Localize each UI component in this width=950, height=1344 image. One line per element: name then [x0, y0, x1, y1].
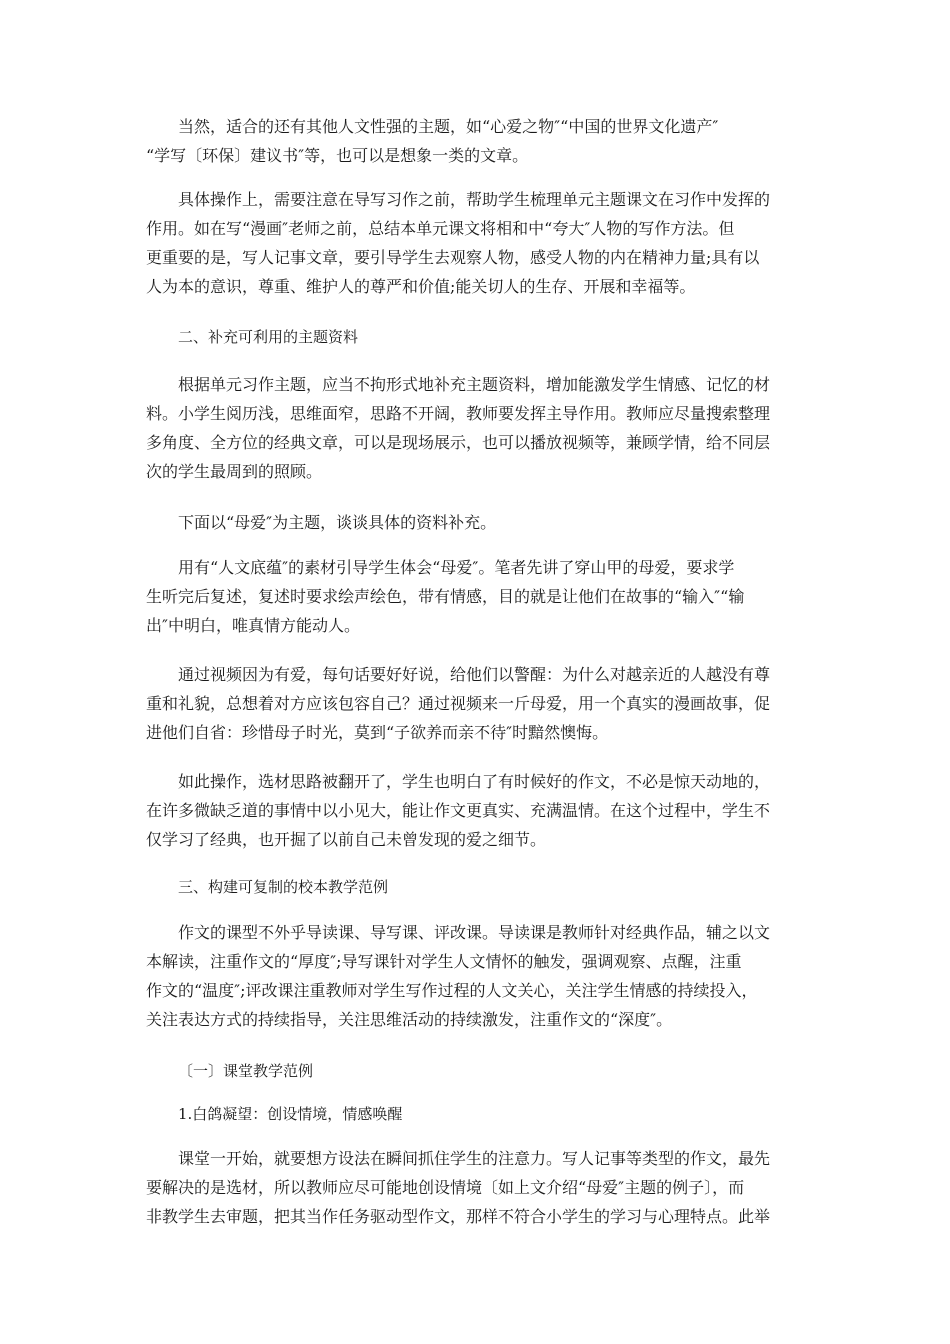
paragraph-supplement-materials — [146, 370, 798, 486]
text-line: 生听完后复述，复述时要求绘声绘色，带有情感，目的就是让他们在故事的“输入″“输 — [146, 587, 745, 606]
block-2 — [146, 323, 798, 352]
paragraph-humanistic-material — [146, 553, 798, 640]
section-heading-2 — [146, 323, 798, 352]
block-11 — [146, 1100, 798, 1129]
text-line: 人为本的意识，尊重、维护人的尊严和价值;能关切人的生存、开展和幸福等。 — [146, 277, 696, 296]
text-line: 本解读，注重作文的“厚度″;导写课针对学生人文情怀的触发，强调观察、点醒，注重 — [146, 952, 742, 971]
block-12 — [146, 1144, 798, 1231]
block-3 — [146, 370, 798, 486]
paragraph-other-themes — [146, 112, 798, 170]
paragraph-lesson-types — [146, 918, 798, 1034]
text-line: 下面以“母爱″为主题，谈谈具体的资料补充。 — [178, 513, 497, 532]
block-1 — [146, 185, 798, 301]
text-line: 具体操作上，需要注意在导写习作之前，帮助学生梳理单元主题课文在习作中发挥的 — [178, 190, 771, 209]
text-line: 当然，适合的还有其他人文性强的主题，如“心爱之物″“中国的世界文化遗产″ — [178, 117, 719, 136]
heading-text: 1.白鸽凝望：创设情境，情感唤醒 — [178, 1105, 403, 1123]
text-line: 作文的“温度″;评改课注重教师对学生写作过程的人文关心，关注学生情感的持续投入， — [146, 981, 758, 1000]
text-line: 要解决的是选材，所以教师应尽可能地创设情境〔如上文介绍“母爱″主题的例子〕，而 — [146, 1178, 745, 1197]
block-9 — [146, 918, 798, 1034]
text-line: 重和礼貌，总想着对方应该包容自己？通过视频来一斤母爱，用一个真实的漫画故事，促 — [146, 694, 771, 713]
text-line: 关注表达方式的持续指导，关注思维活动的持续激发，注重作文的“深度″。 — [146, 1010, 673, 1029]
block-8 — [146, 873, 798, 902]
text-line: 课堂一开始，就要想方设法在瞬间抓住学生的注意力。写人记事等类型的作文，最先 — [178, 1149, 771, 1168]
text-line: 通过视频因为有爱，每句话要好好说，给他们以警醒：为什么对越亲近的人越没有尊 — [178, 665, 771, 684]
text-line: 料。小学生阅历浅，思维面窄，思路不开阔，教师要发挥主导作用。教师应尽量搜索整理 — [146, 404, 771, 423]
text-line: 多角度、全方位的经典文章，可以是现场展示，也可以播放视频等，兼顾学情，给不同层 — [146, 433, 771, 452]
text-line: 进他们自省：珍惜母子时光，莫到“子欲养而亲不待″时黯然懊悔。 — [146, 723, 609, 742]
text-line: 作用。如在写“漫画″老师之前，总结本单元课文将相和中“夸大″人物的写作方法。但 — [146, 219, 735, 238]
text-line: “学写〔环保〕建议书″等，也可以是想象一类的文章。 — [146, 146, 529, 165]
heading-text: 二、补充可利用的主题资料 — [178, 328, 359, 346]
text-line: 在许多微缺乏道的事情中以小见大，能让作文更真实、充满温情。在这个过程中，学生不 — [146, 801, 771, 820]
heading-text: 〔一〕课堂教学范例 — [178, 1062, 314, 1080]
text-line: 次的学生最周到的照顾。 — [146, 462, 323, 481]
subsection-heading-1-1 — [146, 1100, 798, 1129]
text-line: 用有“人文底蕴″的素材引导学生体会“母爱″。笔者先讲了穿山甲的母爱，要求学 — [178, 558, 735, 577]
text-line: 仅学习了经典，也开掘了以前自己未曾发现的爱之细节。 — [146, 830, 547, 849]
text-line: 根据单元习作主题，应当不拘形式地补充主题资料，增加能激发学生情感、记忆的材 — [178, 375, 771, 394]
section-heading-3 — [146, 873, 798, 902]
text-line: 出″中明白，唯真情方能动人。 — [146, 616, 360, 635]
paragraph-video-material — [146, 660, 798, 747]
paragraph-specific-operation — [146, 185, 798, 301]
block-6 — [146, 660, 798, 747]
text-line: 作文的课型不外乎导读课、导写课、评改课。导读课是教师针对经典作品，辅之以文 — [178, 923, 771, 942]
text-line: 非教学生去审题，把其当作任务驱动型作文，那样不符合小学生的学习与心理特点。此举 — [146, 1207, 771, 1226]
paragraph-outcome — [146, 767, 798, 854]
text-line: 如此操作，选材思路被翻开了，学生也明白了有时候好的作文，不必是惊天动地的， — [178, 772, 771, 791]
block-5 — [146, 553, 798, 640]
block-4 — [146, 508, 798, 537]
subsection-heading-1 — [146, 1057, 798, 1086]
text-line: 更重要的是，写人记事文章，要引导学生去观察人物，感受人物的内在精神力量;具有以 — [146, 248, 760, 267]
heading-text: 三、构建可复制的校本教学范例 — [178, 878, 389, 896]
document-page — [146, 112, 798, 170]
paragraph-classroom-start — [146, 1144, 798, 1231]
paragraph-mother-love-intro — [146, 508, 798, 537]
block-7 — [146, 767, 798, 854]
block-10 — [146, 1057, 798, 1086]
